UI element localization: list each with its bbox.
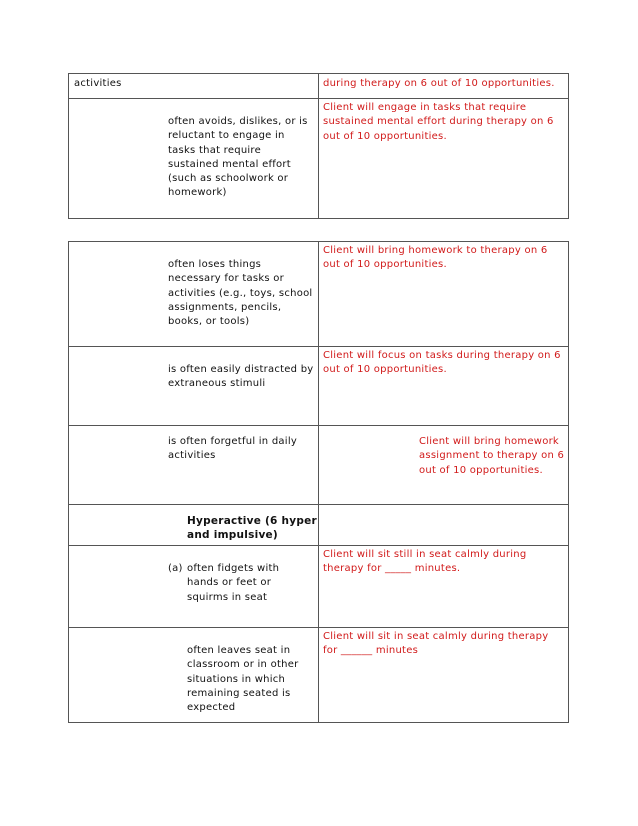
table-row bbox=[69, 426, 568, 505]
criterion-cell: is often easily distracted by extraneous stimuli bbox=[168, 364, 314, 390]
table-row bbox=[69, 505, 568, 546]
goal-cell: Client will sit in seat calmly during therapy for ______ minutes bbox=[323, 631, 549, 657]
criterion-cell: often leaves seat in classroom or in other situations in which remaining seated is expected bbox=[187, 645, 299, 714]
criterion-cell: often fidgets with hands or feet or squirms in seat bbox=[187, 563, 280, 603]
table-row bbox=[69, 347, 568, 426]
table-row bbox=[69, 74, 568, 99]
list-marker: (a) bbox=[168, 563, 183, 574]
goal-cell: Client will focus on tasks during therapy on 6 out of 10 opportunities. bbox=[323, 350, 561, 376]
table-row bbox=[69, 99, 568, 218]
criterion-cell: activities bbox=[74, 78, 122, 89]
criterion-cell: often loses things necessary for tasks or activities (e.g., toys, school assignments, pencils, books, or tools) bbox=[168, 259, 313, 328]
goal-cell: Client will bring homework to therapy on 6 out of 10 opportunities. bbox=[323, 245, 548, 271]
criterion-cell: is often forgetful in daily activities bbox=[168, 436, 298, 462]
goals-table-2 bbox=[68, 241, 569, 723]
goal-cell: Client will engage in tasks that require sustained mental effort during therapy on 6 out of 10 opportunities. bbox=[323, 102, 554, 142]
table-row bbox=[69, 628, 568, 722]
goal-cell: Client will sit still in seat calmly during therapy for _____ minutes. bbox=[323, 549, 527, 575]
goal-cell: Client will bring homework assignment to therapy on 6 out of 10 opportunities. bbox=[419, 436, 565, 476]
table-row bbox=[69, 242, 568, 347]
goals-table-1 bbox=[68, 73, 569, 219]
section-heading: Hyperactive (6 hyper and impulsive) bbox=[187, 515, 317, 542]
table-row bbox=[69, 546, 568, 628]
criterion-cell: often avoids, dislikes, or is reluctant to engage in tasks that require sustained mental effort (such as schoolwork or homework) bbox=[168, 116, 308, 199]
goal-cell: during therapy on 6 out of 10 opportunities. bbox=[323, 78, 555, 89]
